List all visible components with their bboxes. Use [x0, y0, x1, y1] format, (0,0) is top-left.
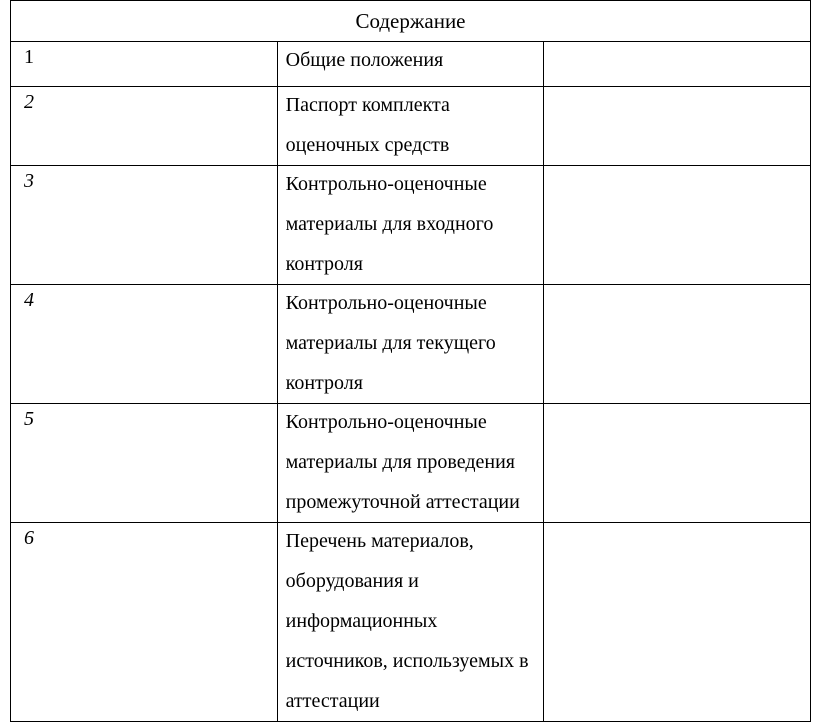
table-row: [11, 87, 811, 166]
row-number: 5: [11, 404, 278, 523]
row-number: 4: [11, 285, 278, 404]
row-page: [544, 87, 811, 166]
row-text-label: Паспорт комплекта оценочных средств: [285, 94, 450, 156]
contents-table: [10, 0, 811, 722]
table-row: [11, 42, 811, 87]
row-number: 3: [11, 166, 278, 285]
row-text: [277, 404, 544, 523]
row-text-label: Контрольно-оценочные материалы для текущего контроля: [285, 292, 496, 394]
table-row: [11, 523, 811, 722]
row-page: [544, 166, 811, 285]
table-row: [11, 166, 811, 285]
row-text: [277, 87, 544, 166]
row-text-label: Общие положения: [285, 49, 444, 71]
row-text-label: Контрольно-оценочные материалы для входного контроля: [285, 173, 494, 275]
row-text-label: Контрольно-оценочные материалы для проведения промежуточной аттестации: [285, 411, 520, 513]
row-page: [544, 523, 811, 722]
row-page: [544, 42, 811, 87]
row-text: [277, 42, 544, 87]
row-page: [544, 285, 811, 404]
row-number: 2: [11, 87, 278, 166]
table-row: [11, 285, 811, 404]
row-number: 6: [11, 523, 278, 722]
row-text: [277, 166, 544, 285]
row-text: [277, 523, 544, 722]
table-row: [11, 404, 811, 523]
row-number: 1: [11, 42, 278, 87]
row-text-label: Перечень материалов, оборудования и информационных источников, используемых в аттестации: [285, 530, 529, 712]
contents-title: Содержание: [11, 1, 811, 42]
title-row: [11, 1, 811, 42]
row-page: [544, 404, 811, 523]
row-text: [277, 285, 544, 404]
